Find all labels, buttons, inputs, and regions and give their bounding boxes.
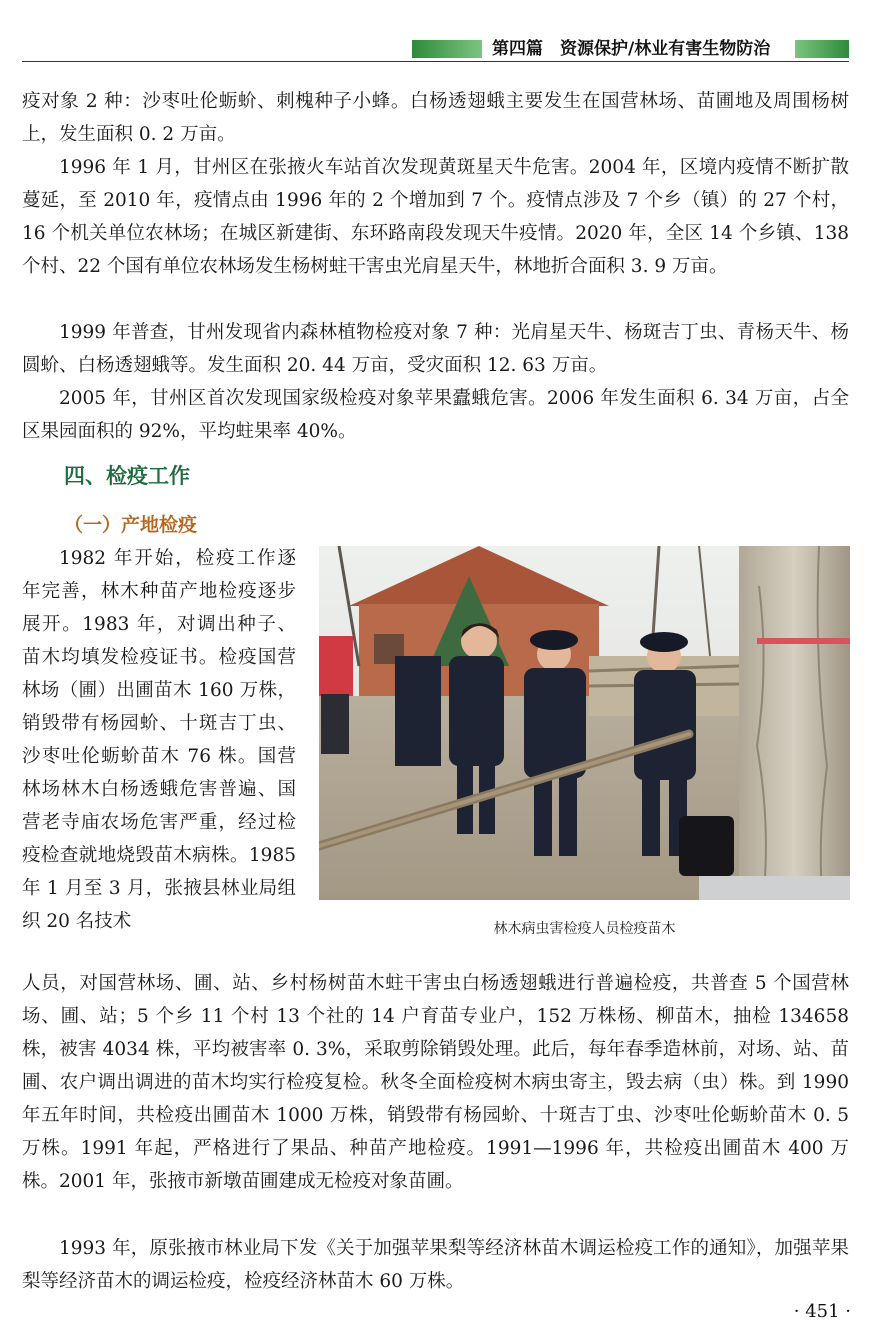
column-paragraph: 1982 年开始，检疫工作逐年完善，林木种苗产地检疫逐步展开。1983 年，对调出种子、苗木均填发检疫证书。检疫国营林场（圃）出圃苗木 160 万株，销毁带有杨园蚧、十斑吉丁虫、沙枣吐伦蛎蚧苗木 76 株。国营林场林木白杨透蛾危害普遍、国营老寺庙农场危害严重，经过检疫检查就地烧毁苗木病株。1985 年 1 月至 3 月，张掖县林业局组织 20 名技术	[22, 548, 296, 932]
paragraph-3: 1999 年普查，甘州发现省内森林植物检疫对象 7 种：光肩星天牛、杨斑吉丁虫、青杨天牛、杨圆蚧、白杨透翅蛾等。发生面积 20. 44 万亩，受灾面积 12. 63 万亩。	[22, 322, 849, 376]
paragraph-1: 疫对象 2 种：沙枣吐伦蛎蚧、刺槐种子小蜂。白杨透翅蛾主要发生在国营林场、苗圃地及周围杨树上，发生面积 0. 2 万亩。	[22, 91, 849, 145]
header-decor-bar-left	[412, 40, 482, 58]
section-heading: 四、检疫工作	[64, 464, 190, 488]
figure-caption: 林木病虫害检疫人员检疫苗木	[493, 921, 676, 937]
paragraph-last: 1993 年，原张掖市林业局下发《关于加强苹果梨等经济林苗木调运检疫工作的通知》，加强苹果梨等经济苗木的调运检疫，检疫经济林苗木 60 万株。	[22, 1238, 849, 1292]
header-decor-bar-right	[795, 40, 849, 58]
header-title: 第四篇 资源保护/林业有害生物防治	[492, 39, 771, 59]
paragraph-4: 2005 年，甘州区首次发现国家级检疫对象苹果蠹蛾危害。2006 年发生面积 6. 34 万亩，占全区果园面积的 92%，平均蛀果率 40%。	[22, 388, 849, 442]
inspection-photo	[319, 546, 850, 900]
running-header	[22, 36, 849, 62]
paragraph-2: 1996 年 1 月，甘州区在张掖火车站首次发现黄斑星天牛危害。2004 年，区境内疫情不断扩散蔓延，至 2010 年，疫情点由 1996 年的 2 个增加到 7 个。疫情点涉及 7 个乡（镇）的 27 个村，16 个机关单位农林场；在城区新建街、东环路南段发现天牛疫情。2020 年，全区 14 个乡镇、138 个村、22 个国有单位农林场发生杨树蛀干害虫光肩星天牛，林地折合面积 3. 9 万亩。	[22, 157, 849, 277]
photo-illustration	[319, 546, 850, 900]
subsection-heading: （一）产地检疫	[64, 514, 198, 536]
page-number: · 451 ·	[793, 1301, 851, 1322]
header-rule	[22, 61, 849, 62]
continuation-paragraph: 人员，对国营林场、圃、站、乡村杨树苗木蛀干害虫白杨透翅蛾进行普遍检疫，共普查 5 个国营林场、圃、站；5 个乡 11 个村 13 个社的 14 户育苗专业户，152 万株杨、柳苗木，抽检 134658 株，被害 4034 株，平均被害率 0. 3%，采取剪除销毁处理。此后，每年春季造林前，对场、站、苗圃、农户调出调进的苗木均实行检疫复检。秋冬全面检疫树木病虫寄主，毁去病（虫）株。到 1990 年五年时间，共检疫出圃苗木 1000 万株，销毁带有杨园蚧、十斑吉丁虫、沙枣吐伦蛎蚧苗木 0. 5 万株。1991 年起，严格进行了果品、种苗产地检疫。1991—1996 年，共检疫出圃苗木 400 万株。2001 年，张掖市新墩苗圃建成无检疫对象苗圃。	[22, 973, 849, 1192]
